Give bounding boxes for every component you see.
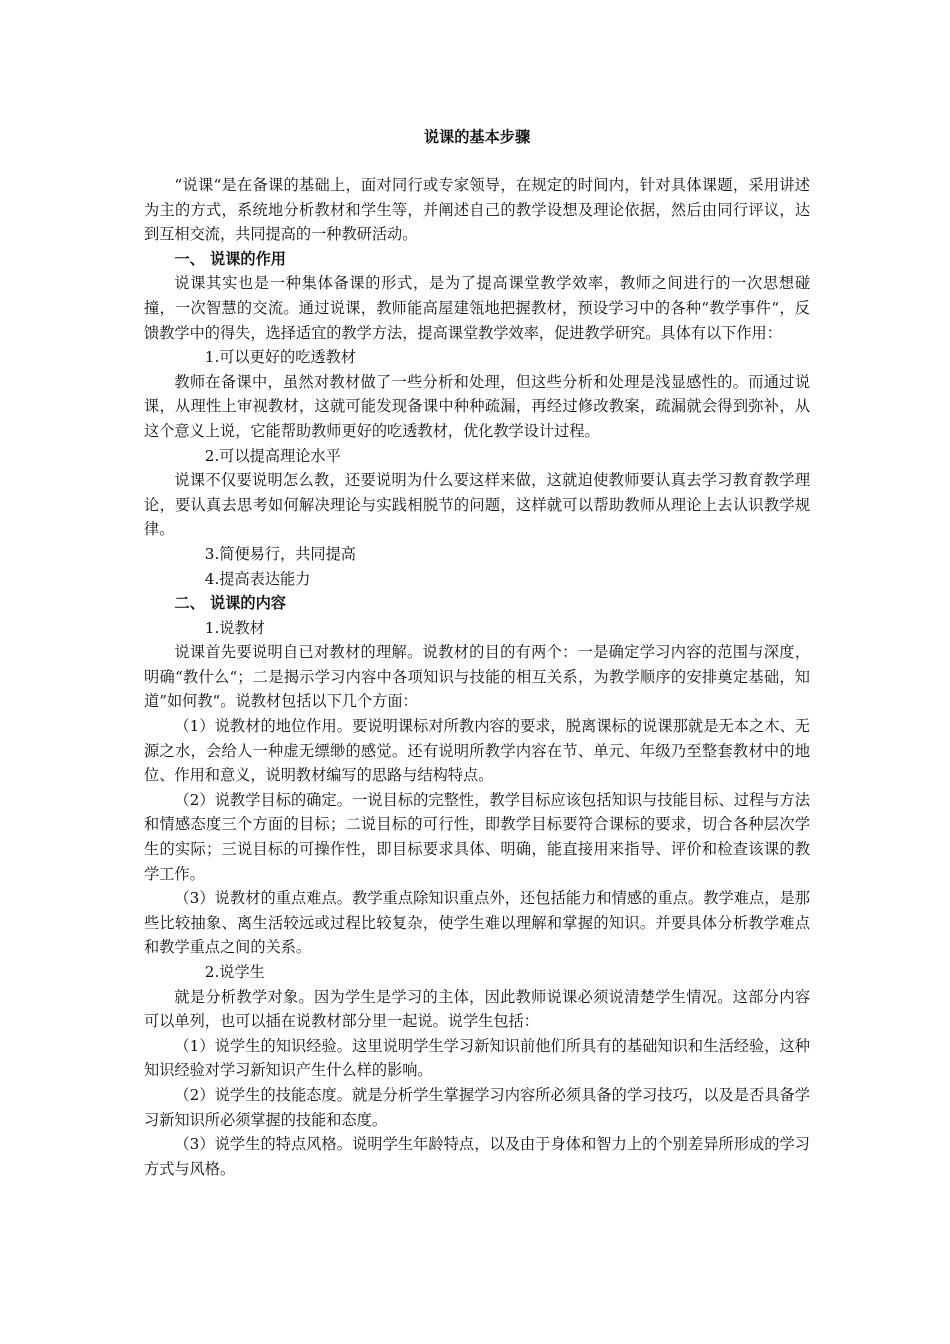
point-paragraph: （1）说学生的知识经验。这里说明学生学习新知识前他们所具有的基础知识和生活经验，这种知识经验对学习新知识产生什么样的影响。 [144, 1036, 810, 1080]
list-item [144, 567, 810, 592]
list-item-label: 说学生 [219, 963, 265, 981]
list-item [144, 444, 810, 469]
point-paragraph: （3）说教材的重点难点。教学重点除知识重点外，还包括能力和情感的重点。教学难点，是那些比较抽象、离生活较远或过程比较复杂，使学生难以理解和掌握的知识。并要具体分析教学难点和教学重点之间的关系。 [144, 889, 810, 957]
list-number: 3. [204, 544, 220, 563]
list-item [144, 616, 810, 641]
item-paragraph: 就是分析教学对象。因为学生是学习的主体，因此教师说课必须说清楚学生情况。这部分内容可以单列，也可以插在说教材部分里一起说。说学生包括： [144, 987, 810, 1031]
point-paragraph: （1）说教材的地位作用。要说明课标对所教内容的要求，脱离课标的说课那就是无本之木、无源之水，会给人一种虚无缥缈的感觉。还有说明所教学内容在节、单元、年级乃至整套教材中的地位、作用和意义，说明教材编写的思路与结构特点。 [144, 717, 810, 785]
section-heading: 一、 说课的作用 [174, 249, 286, 268]
list-item-label: 简便易行，共同提高 [219, 544, 356, 563]
section-heading: 二、 说课的内容 [174, 594, 286, 613]
list-number: 2. [204, 446, 220, 465]
list-item [144, 345, 810, 370]
list-item-label: 可以更好的吃透教材 [219, 348, 356, 367]
point-paragraph: （2）说学生的技能态度。就是分析学生掌握学习内容所必须具备的学习技巧，以及是否具备学习新知识所必须掌握的技能和态度。 [144, 1085, 810, 1129]
list-number: 2. [204, 963, 220, 981]
intro-paragraph: “说课“是在备课的基础上，面对同行或专家领导，在规定的时间内，针对具体课题，采用讲述为主的方式，系统地分析教材和学生等，并阐述自己的教学设想及理论依据，然后由同行评议，达到互相交流，共同提高的一种教研活动。 [144, 176, 810, 244]
list-number: 1. [204, 348, 220, 367]
item-paragraph: 说课不仅要说明怎么教，还要说明为什么要这样来做，这就迫使教师要认真去学习教育教学理论，要认真去思考如何解决理论与实践相脱节的问题，这样就可以帮助教师从理论上去认识教学规律。 [144, 471, 810, 539]
list-number: 4. [204, 569, 220, 588]
point-paragraph: （2）说教学目标的确定。一说目标的完整性，教学目标应该包括知识与技能目标、过程与方法和情感态度三个方面的目标；二说目标的可行性，即教学目标要符合课标的要求，切合各种层次学生的实际；三说目标的可操作性，即目标要求具体、明确，能直接用来指导、评价和检查该课的教学工作。 [144, 790, 810, 883]
item-paragraph: 说课首先要说明自已对教材的理解。说教材的目的有两个：一是确定学习内容的范围与深度，明确“教什么“；二是揭示学习内容中各项知识与技能的相互关系，为教学顺序的安排奠定基础，知道”如何教“。说教材包括以下几个方面： [144, 643, 810, 711]
list-item [144, 960, 810, 985]
list-number: 1. [204, 618, 220, 637]
list-item-label: 说教材 [219, 618, 265, 637]
list-item-label: 可以提高理论水平 [219, 446, 341, 465]
item-paragraph: 教师在备课中，虽然对教材做了一些分析和处理，但这些分析和处理是浅显感性的。而通过说课，从理性上审视教材，这就可能发现备课中种种疏漏，再经过修改教案，疏漏就会得到弥补，从这个意义上说，它能帮助教师更好的吃透教材，优化教学设计过程。 [144, 372, 810, 440]
document-title: 说课的基本步骤 [423, 128, 531, 146]
list-item-label: 提高表达能力 [219, 569, 311, 588]
section-paragraph: 说课其实也是一种集体备课的形式，是为了提高课堂教学效率，教师之间进行的一次思想碰撞，一次智慧的交流。通过说课，教师能高屋建瓴地把握教材，预设学习中的各种“教学事件“，反馈教学中的得失，选择适宜的教学方法，提高课堂教学效率，促进教学研究。具体有以下作用： [144, 274, 810, 342]
document-page [144, 125, 810, 1181]
list-item [144, 542, 810, 567]
point-paragraph: （3）说学生的特点风格。说明学生年龄特点，以及由于身体和智力上的个别差异所形成的学习方式与风格。 [144, 1135, 810, 1178]
